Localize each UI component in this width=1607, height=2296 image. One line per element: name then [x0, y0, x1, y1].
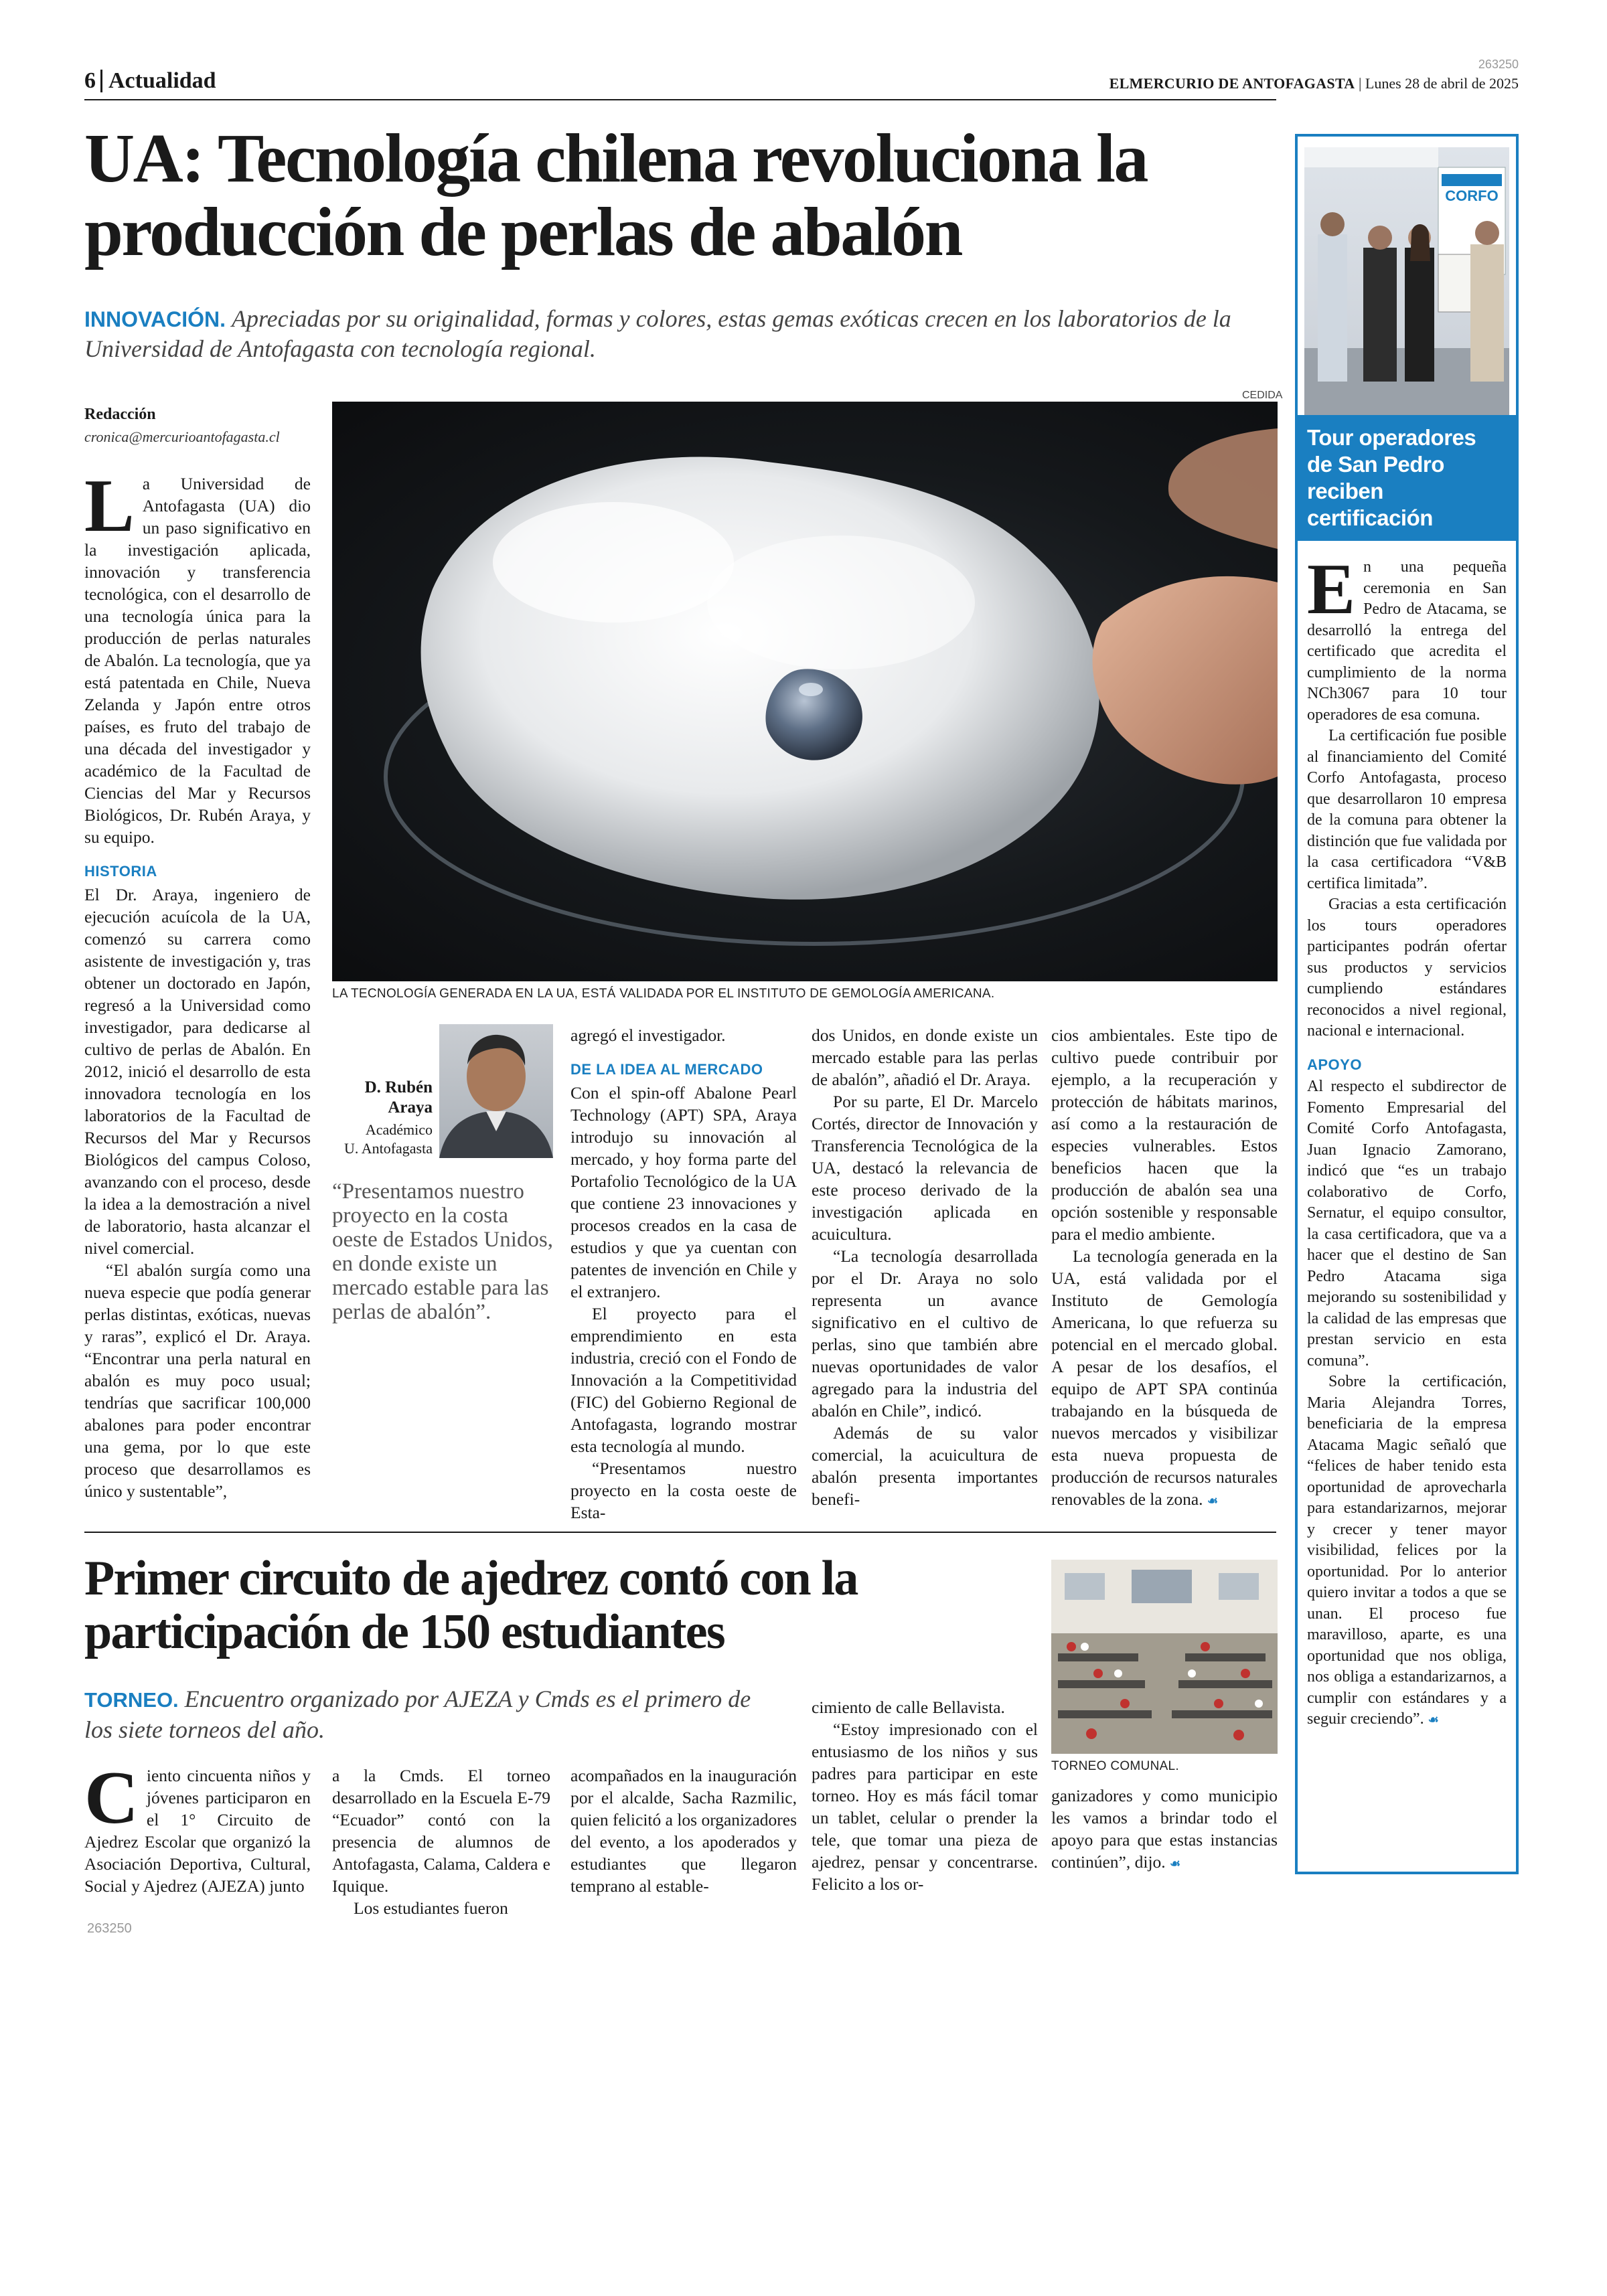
article2-headline — [84, 1552, 1022, 1659]
paragraph: Gracias a esta certificación los tours operadores participantes podrán ofertar sus productos y servicios cumpliendo estándares reconocidos a nivel regional, nacional e internacional. — [1307, 896, 1507, 1040]
code-top: 263250 — [1478, 58, 1519, 71]
header-divider — [100, 70, 102, 92]
profile-box — [332, 1024, 553, 1171]
article2-column-2 — [332, 1765, 550, 1919]
paragraph — [1307, 550, 1507, 726]
paragraph-text: La tecnología generada en la UA, está validada por el Instituto de Gemología Americana, lo que refuerza su potencial en el mercado global. A pesar de los desafíos, el equipo de APT SPA continúa trabajando en la búsqueda de nuevos mercados y visibilizar esta nueva propuesta de producción de recursos naturales renovables de la zona. — [1051, 1246, 1278, 1509]
pearl-illustration — [332, 402, 1278, 981]
headline-line-2: producción de perlas de abalón — [84, 193, 962, 270]
paragraph: cios ambientales. Este tipo de cultivo puede contribuir por ejemplo, a la recuperación y protección de hábitats marinos, así como a la restauración de especies vulnerables. Estos beneficios hacen que la producción de abalón sea una opción sostenible y responsable para el medio ambiente. — [1051, 1026, 1278, 1244]
paragraph: El Dr. Araya, ingeniero de ejecución acuícola de la UA, comenzó su carrera como asistente de investigación y, tras obtener un doctorado en Japón, regresó a la Universidad como investigador, para dedicarse al cultivo de perlas de Abalón. En 2012, inició el desarrollo de esta innovadora tecnología en los laboratorios de la Facultad de Recursos del Mar y Recursos Biológicos del campus Coloso, avanzando con el proceso, desde la idea a la demostración a nivel de laboratorio, hasta alcanzar el nivel comercial. — [84, 885, 311, 1258]
paragraph: Con el spin-off Abalone Pearl Technology (APT) SPA, Araya introdujo su innovación al mercado, y hoy forma parte del Portafolio Tecnológico de la UA que contiene 23 innovaciones y procesos creados en la casa de estudios y que ya cuentan con patentes de invención en Chile y el extranjero. — [570, 1083, 797, 1301]
paragraph: Por su parte, El Dr. Marcelo Cortés, director de Innovación y Transferencia Tecnológica de la UA, destacó la relevancia de este proceso derivado de la investigación aplicada en acuicultura. — [812, 1092, 1038, 1244]
article1-headline — [84, 122, 1290, 269]
sidebar-photo — [1304, 147, 1509, 415]
dek-text: Encuentro organizado por AJEZA y Cmds es el primero de los siete torneos del año. — [84, 1686, 751, 1743]
article1-column-4 — [812, 1024, 1038, 1510]
paragraph: La certificación fue posible al financiamiento del Comité Corfo Antofagasta, proceso que desarrollaron 10 empresa de la comuna para obtener la distinción que fue validada por la casa certificadora “V&B certifica limitada”. — [1307, 727, 1507, 892]
sidebar-text — [1307, 550, 1507, 1731]
paragraph: “El abalón surgía como una nueva especie que podía generar perlas distintas, exóticas, nuevas y raras”, explicó el Dr. Araya. “Encontrar una perla natural en abalón es muy poco usual; tendrías que sacrificar 100,000 abalones para poder encontrar una gema, por lo que este proceso que desarrollamos es único y sustentable”, — [84, 1260, 311, 1501]
chess-tournament-illustration — [1051, 1560, 1278, 1754]
profile-role-line-1: Académico — [365, 1121, 433, 1138]
article2-dek — [84, 1684, 767, 1744]
paragraph: Además de su valor comercial, la acuicultura de abalón presenta importantes benefi- — [812, 1423, 1038, 1509]
header-separator: | — [1358, 75, 1365, 92]
article1-column-5 — [1051, 1024, 1278, 1512]
profile-role — [344, 1121, 433, 1158]
profile-photo — [439, 1024, 553, 1158]
paragraph-text: ganizadores y como municipio les vamos a brindar todo el apoyo para que estas instancias continúen”, dijo. — [1051, 1786, 1278, 1872]
paper-name-date — [1109, 75, 1519, 92]
pearl-photo — [332, 402, 1278, 981]
paragraph — [1051, 1785, 1278, 1875]
paragraph — [84, 1756, 311, 1897]
page-header — [84, 58, 1519, 98]
paragraph-text: Sobre la certificación, Maria Alejandra Torres, beneficiaria de la empresa Atacama Magic señaló que “felices de haber tenido esta oportunidad de aprovecharla para estandarizarnos, mejorar y crecer y tener mayor visibilidad, felices por la oportunidad. Por lo anterior quiero invitar a todos a que se unan. El proceso fue maravilloso, aparte, es una oportunidad que nos obliga, nos obliga a estandarizarnos, a cumplir con estándares y a seguir creciendo”. — [1307, 1373, 1507, 1728]
photo-credit: CEDIDA — [1242, 390, 1283, 401]
dropcap: E — [1307, 550, 1356, 629]
profile-name-line-2: Araya — [388, 1098, 433, 1117]
paragraph: a la Cmds. El torneo desarrollado en la Escuela E-79 “Ecuador” contó con la presencia de alumnos de Antofagasta, Calama, Caldera e Iquique. — [332, 1766, 550, 1896]
article-divider — [84, 1532, 1276, 1533]
pull-quote: “Presentamos nuestro proyecto en la costa oeste de Estados Unidos, en donde existe un mercado estable para las perlas de abalón”. — [332, 1179, 553, 1324]
end-mark-icon: ☙ — [1170, 1857, 1181, 1870]
byline: Redacción — [84, 406, 156, 423]
byline-email: cronica@mercurioantofagasta.cl — [84, 428, 280, 445]
paragraph: El proyecto para el emprendimiento en esta industria, creció con el Fondo de Innovación a la Competitividad (FIC) del Gobierno Regional de Antofagasta, logrando mostrar esta tecnología al mundo. — [570, 1304, 797, 1456]
article1-column-1 — [84, 465, 311, 1502]
kicker: TORNEO. — [84, 1688, 179, 1712]
profile-name-line-1: D. Rubén — [364, 1078, 433, 1096]
paragraph: dos Unidos, en donde existe un mercado estable para las perlas de abalón”, añadió el Dr. Araya. — [812, 1026, 1038, 1089]
paper-name: ELMERCURIO DE ANTOFAGASTA — [1109, 75, 1355, 92]
paragraph: Los estudiantes fueron — [354, 1898, 508, 1918]
dropcap: L — [84, 465, 135, 548]
paragraph: “La tecnología desarrollada por el Dr. Araya no solo representa un avance significativo en el cultivo de perlas, sino que también abre nuevas oportunidades de valor agregado para la industria del abalón en Chile”, indicó. — [812, 1246, 1038, 1420]
dropcap: C — [84, 1756, 139, 1839]
paragraph: agregó el investigador. — [570, 1026, 726, 1045]
paragraph: cimiento de calle Bellavista. — [812, 1698, 1005, 1717]
article2-column-4 — [812, 1696, 1038, 1895]
section-name: Actualidad — [108, 68, 216, 93]
article1-column-3 — [570, 1024, 797, 1524]
article2-column-5 — [1051, 1785, 1278, 1875]
chess-photo-caption: TORNEO COMUNAL. — [1051, 1759, 1180, 1773]
subhead-idea-mercado: DE LA IDEA AL MERCADO — [570, 1061, 763, 1078]
profile-name — [365, 1078, 433, 1118]
code-bottom: 263250 — [87, 1921, 132, 1936]
paragraph-text: n una pequeña ceremonia en San Pedro de Atacama, se desarrolló la entrega del certificado que acredita el cumplimiento de la norma NCh3067 para 10 tour operadores de esa comuna. — [1307, 558, 1507, 724]
header-rule — [84, 99, 1276, 100]
kicker: INNOVACIÓN. — [84, 307, 226, 331]
end-mark-icon: ☙ — [1207, 1494, 1219, 1507]
paragraph: acompañados en la inauguración por el alcalde, Sacha Razmilic, quien felicitó a los organizadores del evento, a los apoderados y estudiantes que llegaron temprano al estable- — [570, 1766, 797, 1896]
paragraph — [1051, 1245, 1278, 1512]
ceremony-illustration — [1304, 147, 1509, 415]
chess-photo — [1051, 1560, 1278, 1754]
banner-text: CORFO — [1445, 187, 1499, 204]
headline-line-1: Primer circuito de ajedrez contó con la — [84, 1551, 858, 1606]
issue-date: Lunes 28 de abril de 2025 — [1365, 75, 1519, 92]
photo-caption: LA TECNOLOGÍA GENERADA EN LA UA, ESTÁ VALIDADA POR EL INSTITUTO DE GEMOLOGÍA AMERICANA. — [332, 987, 995, 1001]
paragraph: “Presentamos nuestro proyecto en la costa oeste de Esta- — [570, 1459, 797, 1522]
profile-role-line-2: U. Antofagasta — [344, 1140, 433, 1157]
headline-line-1: UA: Tecnología chilena revoluciona la — [84, 120, 1147, 197]
paragraph-text: a Universidad de Antofagasta (UA) dio un paso significativo en la investigación aplicada, innovación y transferencia tecnológica, con el desarrollo de una tecnología única para la producción de perlas naturales de Abalón. La tecnología, que ya está patentada en Chile, Nueva Zelanda y Japón entre otros países, es fruto del trabajo de una década del investigador y académico de la Facultad de Ciencias del Mar y Recursos Biológicos, Dr. Rubén Araya, y su equipo. — [84, 474, 311, 847]
paragraph — [84, 465, 311, 848]
sidebar-headline: Tour operadores de San Pedro reciben certificación — [1298, 415, 1516, 541]
paragraph: Al respecto el subdirector de Fomento Empresarial del Comité Corfo Antofagasta, Juan Ignacio Zamorano, indicó que “es un trabajo colaborativo de Corfo, Sernatur, el equipo consultor, la casa certificadora, que va a hacer que el destino de San Pedro Atacama siga mejorando su sostenibilidad y la calidad de las empresas que prestan servicio en esta comuna”. — [1307, 1078, 1507, 1370]
portrait-illustration — [439, 1024, 553, 1158]
dek-text: Apreciadas por su originalidad, formas y colores, estas gemas exóticas crecen en los laboratorios de la Universidad de Antofagasta con tecnología regional. — [84, 305, 1231, 362]
subhead-historia: HISTORIA — [84, 863, 157, 880]
paragraph — [1307, 1372, 1507, 1731]
article1-dek — [84, 304, 1263, 363]
headline-line-2: participación de 150 estudiantes — [84, 1605, 724, 1659]
paragraph-text: iento cincuenta niños y jóvenes participaron en el 1° Circuito de Ajedrez Escolar que organizó la Asociación Deportiva, Cultural, Social y Ajedrez (AJEZA) junto — [84, 1766, 311, 1896]
subhead-apoyo: APOYO — [1307, 1056, 1362, 1073]
article2-column-3 — [570, 1765, 797, 1897]
article2-column-1 — [84, 1756, 311, 1897]
end-mark-icon: ☙ — [1428, 1713, 1439, 1726]
finger — [1093, 576, 1278, 785]
sidebar-box — [1295, 134, 1519, 1874]
paragraph: “Estoy impresionado con el entusiasmo de los niños y sus padres para participar en este torneo. Hoy es más fácil tomar un tablet, celular o prender la tele, que tomar una pieza de ajedrez, pensar y concentrarse. Felicito a los or- — [812, 1720, 1038, 1894]
page-number: 6 — [84, 68, 96, 93]
